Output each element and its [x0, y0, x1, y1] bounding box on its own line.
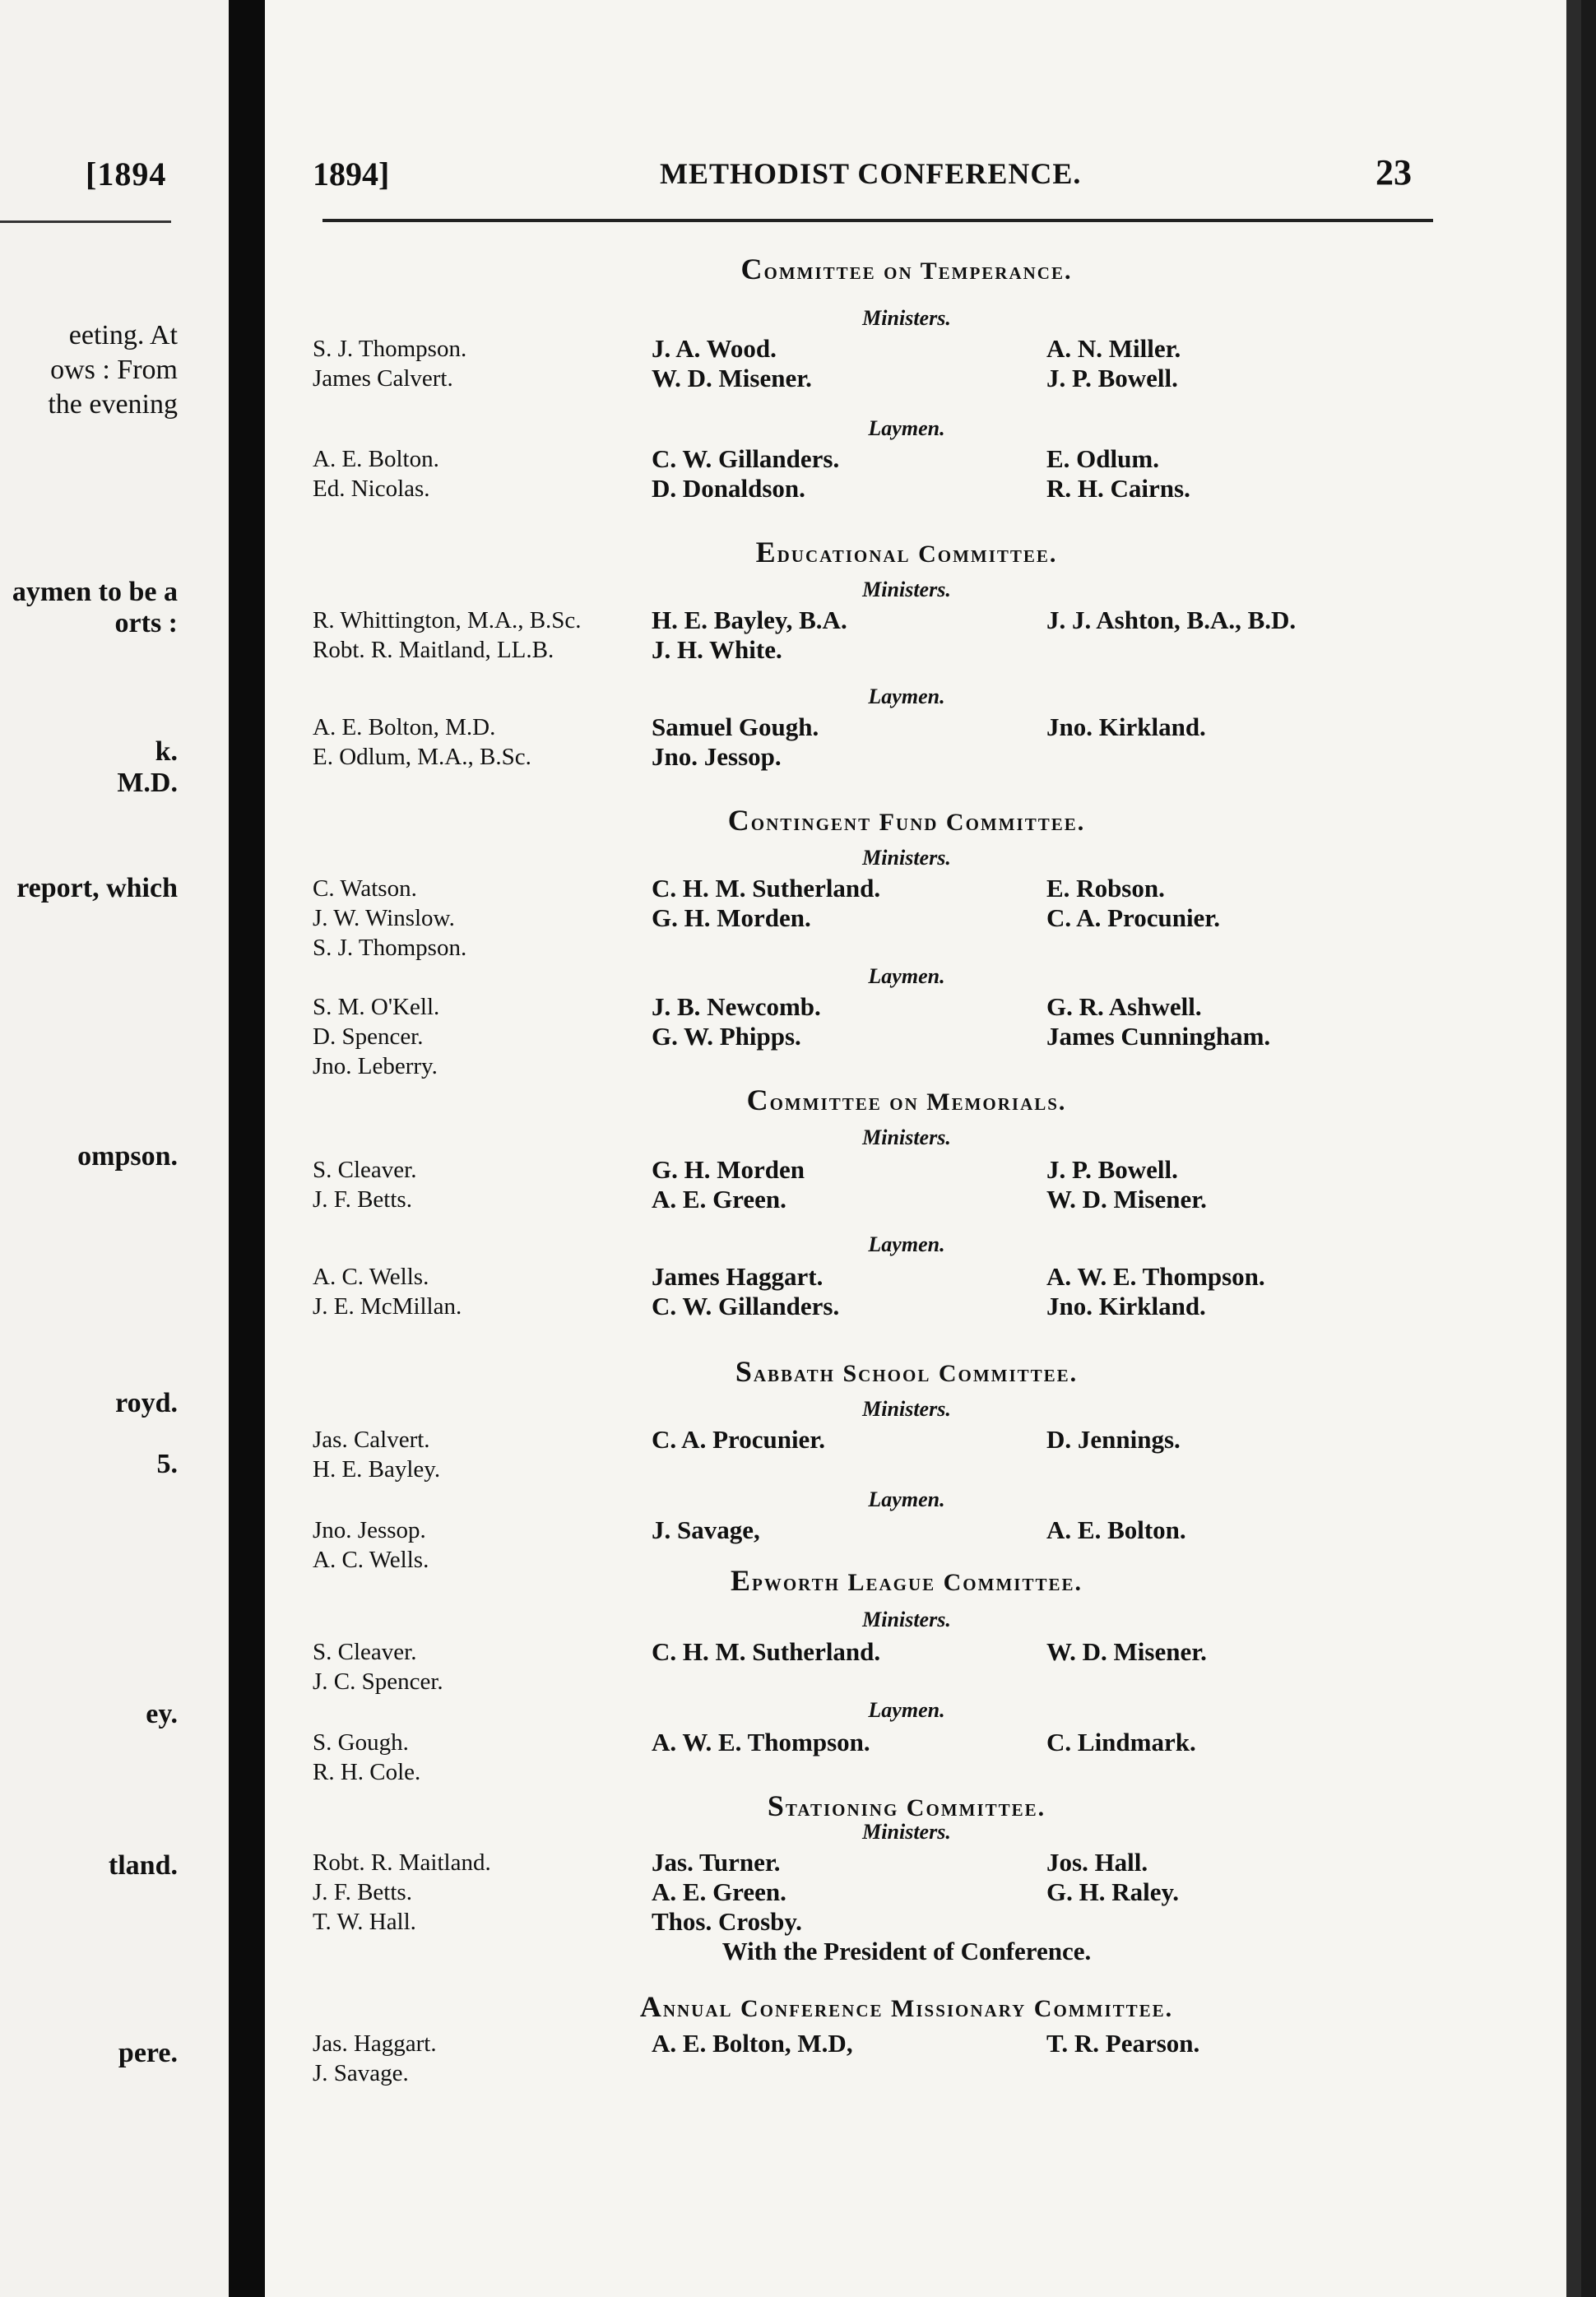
committee-title: Stationing Committee.	[767, 1789, 1046, 1822]
member-col-1: Robt. R. Maitland.	[313, 1849, 491, 1876]
member-col-2: J. H. White.	[652, 635, 782, 664]
member-col-1: J. Savage.	[313, 2060, 409, 2086]
facing-page-line: orts :	[114, 608, 178, 638]
member-col-3: D. Jennings.	[1046, 1425, 1181, 1454]
page-edge	[1566, 0, 1581, 2297]
member-col-1: J. C. Spencer.	[313, 1668, 443, 1695]
section-label: Ministers.	[862, 1125, 951, 1149]
member-col-2: C. H. M. Sutherland.	[652, 874, 881, 903]
facing-page	[0, 0, 229, 2297]
book-gutter	[229, 0, 265, 2297]
member-col-2: J. B. Newcomb.	[652, 992, 821, 1021]
member-col-1: Jas. Calvert.	[313, 1427, 430, 1453]
member-col-3: Jno. Kirkland.	[1046, 1292, 1206, 1320]
member-col-2: G. H. Morden.	[652, 903, 811, 932]
member-col-3: J. J. Ashton, B.A., B.D.	[1046, 606, 1297, 634]
section-label: Ministers.	[862, 1608, 951, 1631]
section-label: Ministers.	[862, 1397, 951, 1421]
facing-page-header-year: [1894	[86, 155, 167, 193]
member-col-1: A. C. Wells.	[313, 1264, 429, 1290]
member-col-2: J. Savage,	[652, 1515, 760, 1544]
facing-page-line: k.	[155, 736, 178, 767]
facing-page-line: royd.	[115, 1388, 178, 1418]
member-col-1: S. M. O'Kell.	[313, 994, 440, 1020]
member-col-2: G. H. Morden	[652, 1155, 805, 1184]
member-col-2: H. E. Bayley, B.A.	[652, 606, 847, 634]
member-col-2: Thos. Crosby.	[652, 1907, 802, 1936]
page-number: 23	[1376, 152, 1412, 193]
member-col-2: C. A. Procunier.	[652, 1425, 825, 1454]
member-col-1: Robt. R. Maitland, LL.B.	[313, 637, 554, 663]
member-col-1: S. Gough.	[313, 1729, 409, 1756]
member-col-2: Jno. Jessop.	[652, 742, 782, 771]
member-col-2: A. E. Green.	[652, 1185, 786, 1213]
facing-page-line: aymen to be a	[12, 577, 178, 607]
facing-page-line: the evening	[48, 389, 178, 420]
member-col-3: J. P. Bowell.	[1046, 1155, 1178, 1184]
section-label: Ministers.	[862, 306, 951, 330]
member-col-1: J. F. Betts.	[313, 1186, 412, 1213]
member-col-3: E. Odlum.	[1046, 444, 1159, 473]
member-col-2: A. W. E. Thompson.	[652, 1728, 870, 1756]
member-col-2: A. E. Bolton, M.D,	[652, 2029, 853, 2058]
member-col-1: Jno. Jessop.	[313, 1517, 426, 1543]
member-col-3: Jno. Kirkland.	[1046, 712, 1206, 741]
facing-page-line: report, which	[16, 873, 178, 903]
member-col-3: C. A. Procunier.	[1046, 903, 1220, 932]
member-col-1: J. W. Winslow.	[313, 905, 455, 931]
member-col-1: H. E. Bayley.	[313, 1456, 441, 1483]
facing-page-header-rule	[0, 220, 171, 223]
member-col-2: C. H. M. Sutherland.	[652, 1637, 881, 1666]
member-col-1: Jno. Leberry.	[313, 1053, 438, 1079]
member-col-3: A. W. E. Thompson.	[1046, 1262, 1265, 1291]
running-head-year: 1894]	[313, 155, 390, 193]
section-label: Laymen.	[868, 964, 945, 988]
member-col-1: S. J. Thompson.	[313, 336, 467, 362]
member-col-3: James Cunningham.	[1046, 1022, 1271, 1051]
member-col-1: D. Spencer.	[313, 1023, 424, 1050]
member-col-2: A. E. Green.	[652, 1877, 786, 1906]
facing-page-line: M.D.	[117, 768, 178, 798]
member-col-3: A. N. Miller.	[1046, 334, 1181, 363]
committee-note: With the President of Conference.	[721, 1937, 1092, 1965]
member-col-1: James Calvert.	[313, 365, 453, 392]
member-col-3: Jos. Hall.	[1046, 1848, 1148, 1877]
member-col-2: D. Donaldson.	[652, 474, 805, 503]
member-col-1: Jas. Haggart.	[313, 2030, 437, 2057]
section-label: Laymen.	[868, 416, 945, 440]
facing-page-line: pere.	[118, 2038, 178, 2068]
member-col-2: James Haggart.	[652, 1262, 824, 1291]
member-col-1: A. E. Bolton.	[313, 446, 439, 472]
member-col-2: C. W. Gillanders.	[652, 1292, 840, 1320]
member-col-1: A. C. Wells.	[313, 1547, 429, 1573]
member-col-3: W. D. Misener.	[1046, 1185, 1207, 1213]
facing-page-line: 5.	[156, 1449, 178, 1479]
running-head-title: METHODIST CONFERENCE.	[660, 157, 1082, 190]
facing-page-line: tland.	[108, 1850, 178, 1881]
member-col-3: A. E. Bolton.	[1046, 1515, 1186, 1544]
member-col-2: G. W. Phipps.	[652, 1022, 801, 1051]
member-col-3: C. Lindmark.	[1046, 1728, 1196, 1756]
member-col-1: J. E. McMillan.	[313, 1293, 462, 1320]
committee-title: Contingent Fund Committee.	[727, 804, 1086, 837]
member-col-1: S. Cleaver.	[313, 1157, 417, 1183]
member-col-3: E. Robson.	[1046, 874, 1165, 903]
member-col-2: J. A. Wood.	[652, 334, 777, 363]
member-col-1: A. E. Bolton, M.D.	[313, 714, 496, 740]
member-col-2: Samuel Gough.	[652, 712, 819, 741]
facing-page-line: eeting. At	[68, 320, 178, 350]
section-label: Laymen.	[868, 1698, 945, 1722]
committee-title: Sabbath School Committee.	[735, 1355, 1079, 1388]
member-col-1: S. Cleaver.	[313, 1639, 417, 1665]
facing-page-line: ompson.	[77, 1141, 178, 1172]
section-label: Laymen.	[868, 1232, 945, 1256]
committee-title: Epworth League Committee.	[731, 1564, 1083, 1597]
committee-title: Annual Conference Missionary Committee.	[639, 1990, 1174, 2023]
member-col-1: J. F. Betts.	[313, 1879, 412, 1905]
member-col-3: W. D. Misener.	[1046, 1637, 1207, 1666]
member-col-3: R. H. Cairns.	[1046, 474, 1190, 503]
member-col-3: G. H. Raley.	[1046, 1877, 1180, 1906]
member-col-3: J. P. Bowell.	[1046, 364, 1178, 392]
section-label: Laymen.	[868, 1487, 945, 1511]
member-col-1: R. H. Cole.	[313, 1759, 421, 1785]
member-col-2: Jas. Turner.	[652, 1848, 781, 1877]
member-col-1: Ed. Nicolas.	[313, 476, 430, 502]
section-label: Laymen.	[868, 684, 945, 708]
member-col-3: T. R. Pearson.	[1046, 2029, 1200, 2058]
member-col-1: S. J. Thompson.	[313, 935, 467, 961]
facing-page-line: ows : From	[50, 355, 178, 385]
facing-page-line: ey.	[146, 1699, 178, 1729]
member-col-3: G. R. Ashwell.	[1046, 992, 1202, 1021]
section-label: Ministers.	[862, 846, 951, 870]
member-col-1: T. W. Hall.	[313, 1909, 416, 1935]
member-col-2: W. D. Misener.	[652, 364, 812, 392]
member-col-1: E. Odlum, M.A., B.Sc.	[313, 744, 531, 770]
header-rule	[322, 219, 1433, 222]
member-col-2: C. W. Gillanders.	[652, 444, 840, 473]
section-label: Ministers.	[862, 1820, 951, 1844]
page	[265, 0, 1581, 2297]
member-col-1: R. Whittington, M.A., B.Sc.	[313, 607, 582, 633]
committee-title: Educational Committee.	[755, 536, 1058, 568]
committee-title: Committee on Temperance.	[740, 253, 1073, 285]
section-label: Ministers.	[862, 578, 951, 601]
member-col-1: C. Watson.	[313, 875, 417, 902]
committee-title: Committee on Memorials.	[746, 1084, 1067, 1116]
